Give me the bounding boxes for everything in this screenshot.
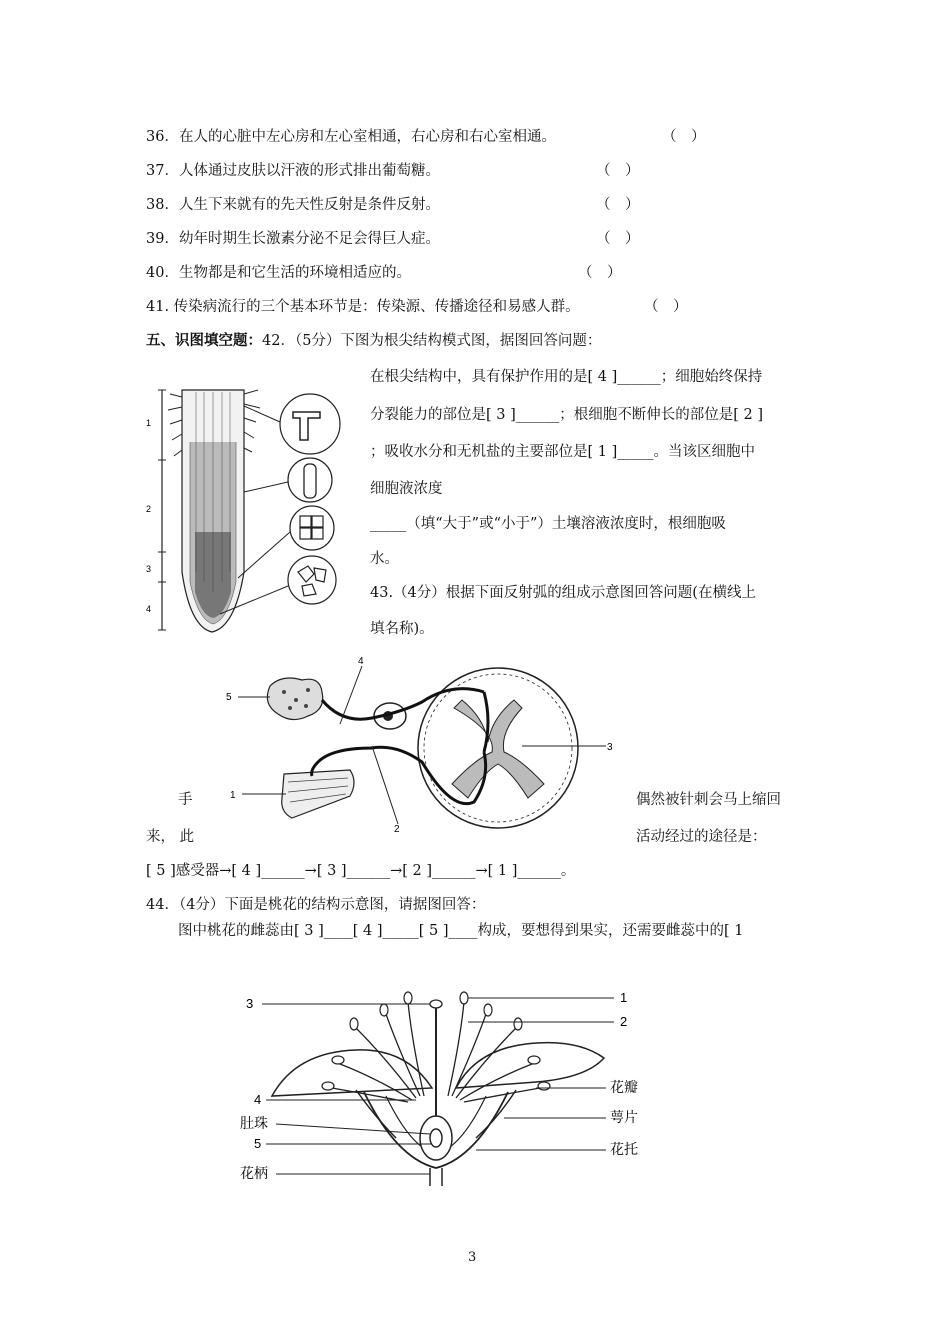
answer-paren-38: （ ） — [596, 197, 640, 213]
flower-label-4: 4 — [254, 1092, 262, 1107]
peach-flower-figure — [236, 978, 656, 1186]
q43-right-1: 偶然被针刺会马上缩回 — [636, 792, 781, 808]
flower-label-3: 3 — [246, 996, 254, 1011]
flower-label-5: 5 — [254, 1136, 262, 1151]
question-41: 41. 传染病流行的三个基本环节是：传染源、传播途径和易感人群。 — [146, 299, 580, 315]
reflex-label-1: 1 — [230, 790, 236, 801]
q42-line-5: _____（填“大于”或“小于”）土壤溶液浓度时，根细胞吸 — [370, 516, 726, 532]
root-label-3: 3 — [146, 564, 152, 574]
reflex-label-4: 4 — [358, 656, 364, 667]
flower-label-stalk: 花柄 — [240, 1165, 268, 1181]
reflex-label-2: 2 — [394, 824, 400, 835]
answer-paren-39: （ ） — [596, 231, 640, 247]
q42-line-2: 分裂能力的部位是[ 3 ]______；根细胞不断伸长的部位是[ 2 ] — [370, 407, 764, 423]
q43-path: [ 5 ]感受器→[ 4 ]______→[ 3 ]______→[ 2 ]______→[ 1 ]______。 — [146, 863, 576, 879]
section-heading-row — [146, 331, 601, 351]
flower-label-ovule: 肚珠 — [240, 1115, 268, 1131]
answer-paren-41: （ ） — [644, 299, 688, 315]
q42-line-6: 水。 — [370, 551, 399, 567]
reflex-label-3: 3 — [607, 742, 613, 753]
answer-paren-36: （ ） — [662, 129, 706, 145]
q42-intro: 42．（5分）下图为根尖结构模式图，据图回答问题： — [262, 333, 602, 349]
question-37: 37．人体通过皮肤以汗液的形式排出葡萄糖。 — [146, 163, 440, 179]
answer-paren-40: （ ） — [578, 265, 622, 281]
reflex-arc-figure — [222, 652, 622, 837]
section-heading: 五、识图填空题： — [146, 332, 262, 349]
q43-right-2: 活动经过的途径是： — [636, 829, 767, 845]
q43-left-1: 手 — [178, 792, 193, 808]
flower-label-petal: 花瓣 — [610, 1079, 638, 1095]
flower-label-receptacle: 花托 — [610, 1141, 638, 1157]
root-label-4: 4 — [146, 604, 152, 614]
q44-intro: 44．（4分）下面是桃花的结构示意图，请据图回答： — [146, 897, 486, 913]
q42-line-4: 细胞液浓度 — [370, 481, 443, 497]
q42-line-1: 在根尖结构中，具有保护作用的是[ 4 ]______；细胞始终保持 — [370, 369, 763, 385]
q44-line: 图中桃花的雌蕊由[ 3 ]____[ 4 ]_____[ 5 ]____构成，要想得到果实，还需要雌蕊中的[ 1 — [178, 923, 744, 939]
q43-left-2: 来， 此 — [146, 829, 195, 845]
q42-line-3: ；吸收水分和无机盐的主要部位是[ 1 ]_____。当该区细胞中 — [370, 444, 756, 460]
question-38: 38．人生下来就有的先天性反射是条件反射。 — [146, 197, 440, 213]
flower-label-2: 2 — [620, 1014, 628, 1029]
flower-label-1: 1 — [620, 990, 628, 1005]
root-label-2: 2 — [146, 504, 152, 514]
answer-paren-37: （ ） — [596, 163, 640, 179]
root-tip-figure — [140, 382, 355, 634]
q43-intro-line-1: 43.（4分）根据下面反射弧的组成示意图回答问题(在横线上 — [370, 585, 756, 601]
page-number: 3 — [468, 1250, 477, 1265]
root-label-1: 1 — [146, 418, 152, 428]
question-40: 40．生物都是和它生活的环境相适应的。 — [146, 265, 411, 281]
question-39: 39．幼年时期生长激素分泌不足会得巨人症。 — [146, 231, 440, 247]
question-36: 36．在人的心脏中左心房和左心室相通，右心房和右心室相通。 — [146, 129, 556, 145]
q43-intro-line-2: 填名称)。 — [370, 621, 434, 637]
flower-label-sepal: 萼片 — [610, 1109, 638, 1125]
reflex-label-5: 5 — [226, 692, 232, 703]
